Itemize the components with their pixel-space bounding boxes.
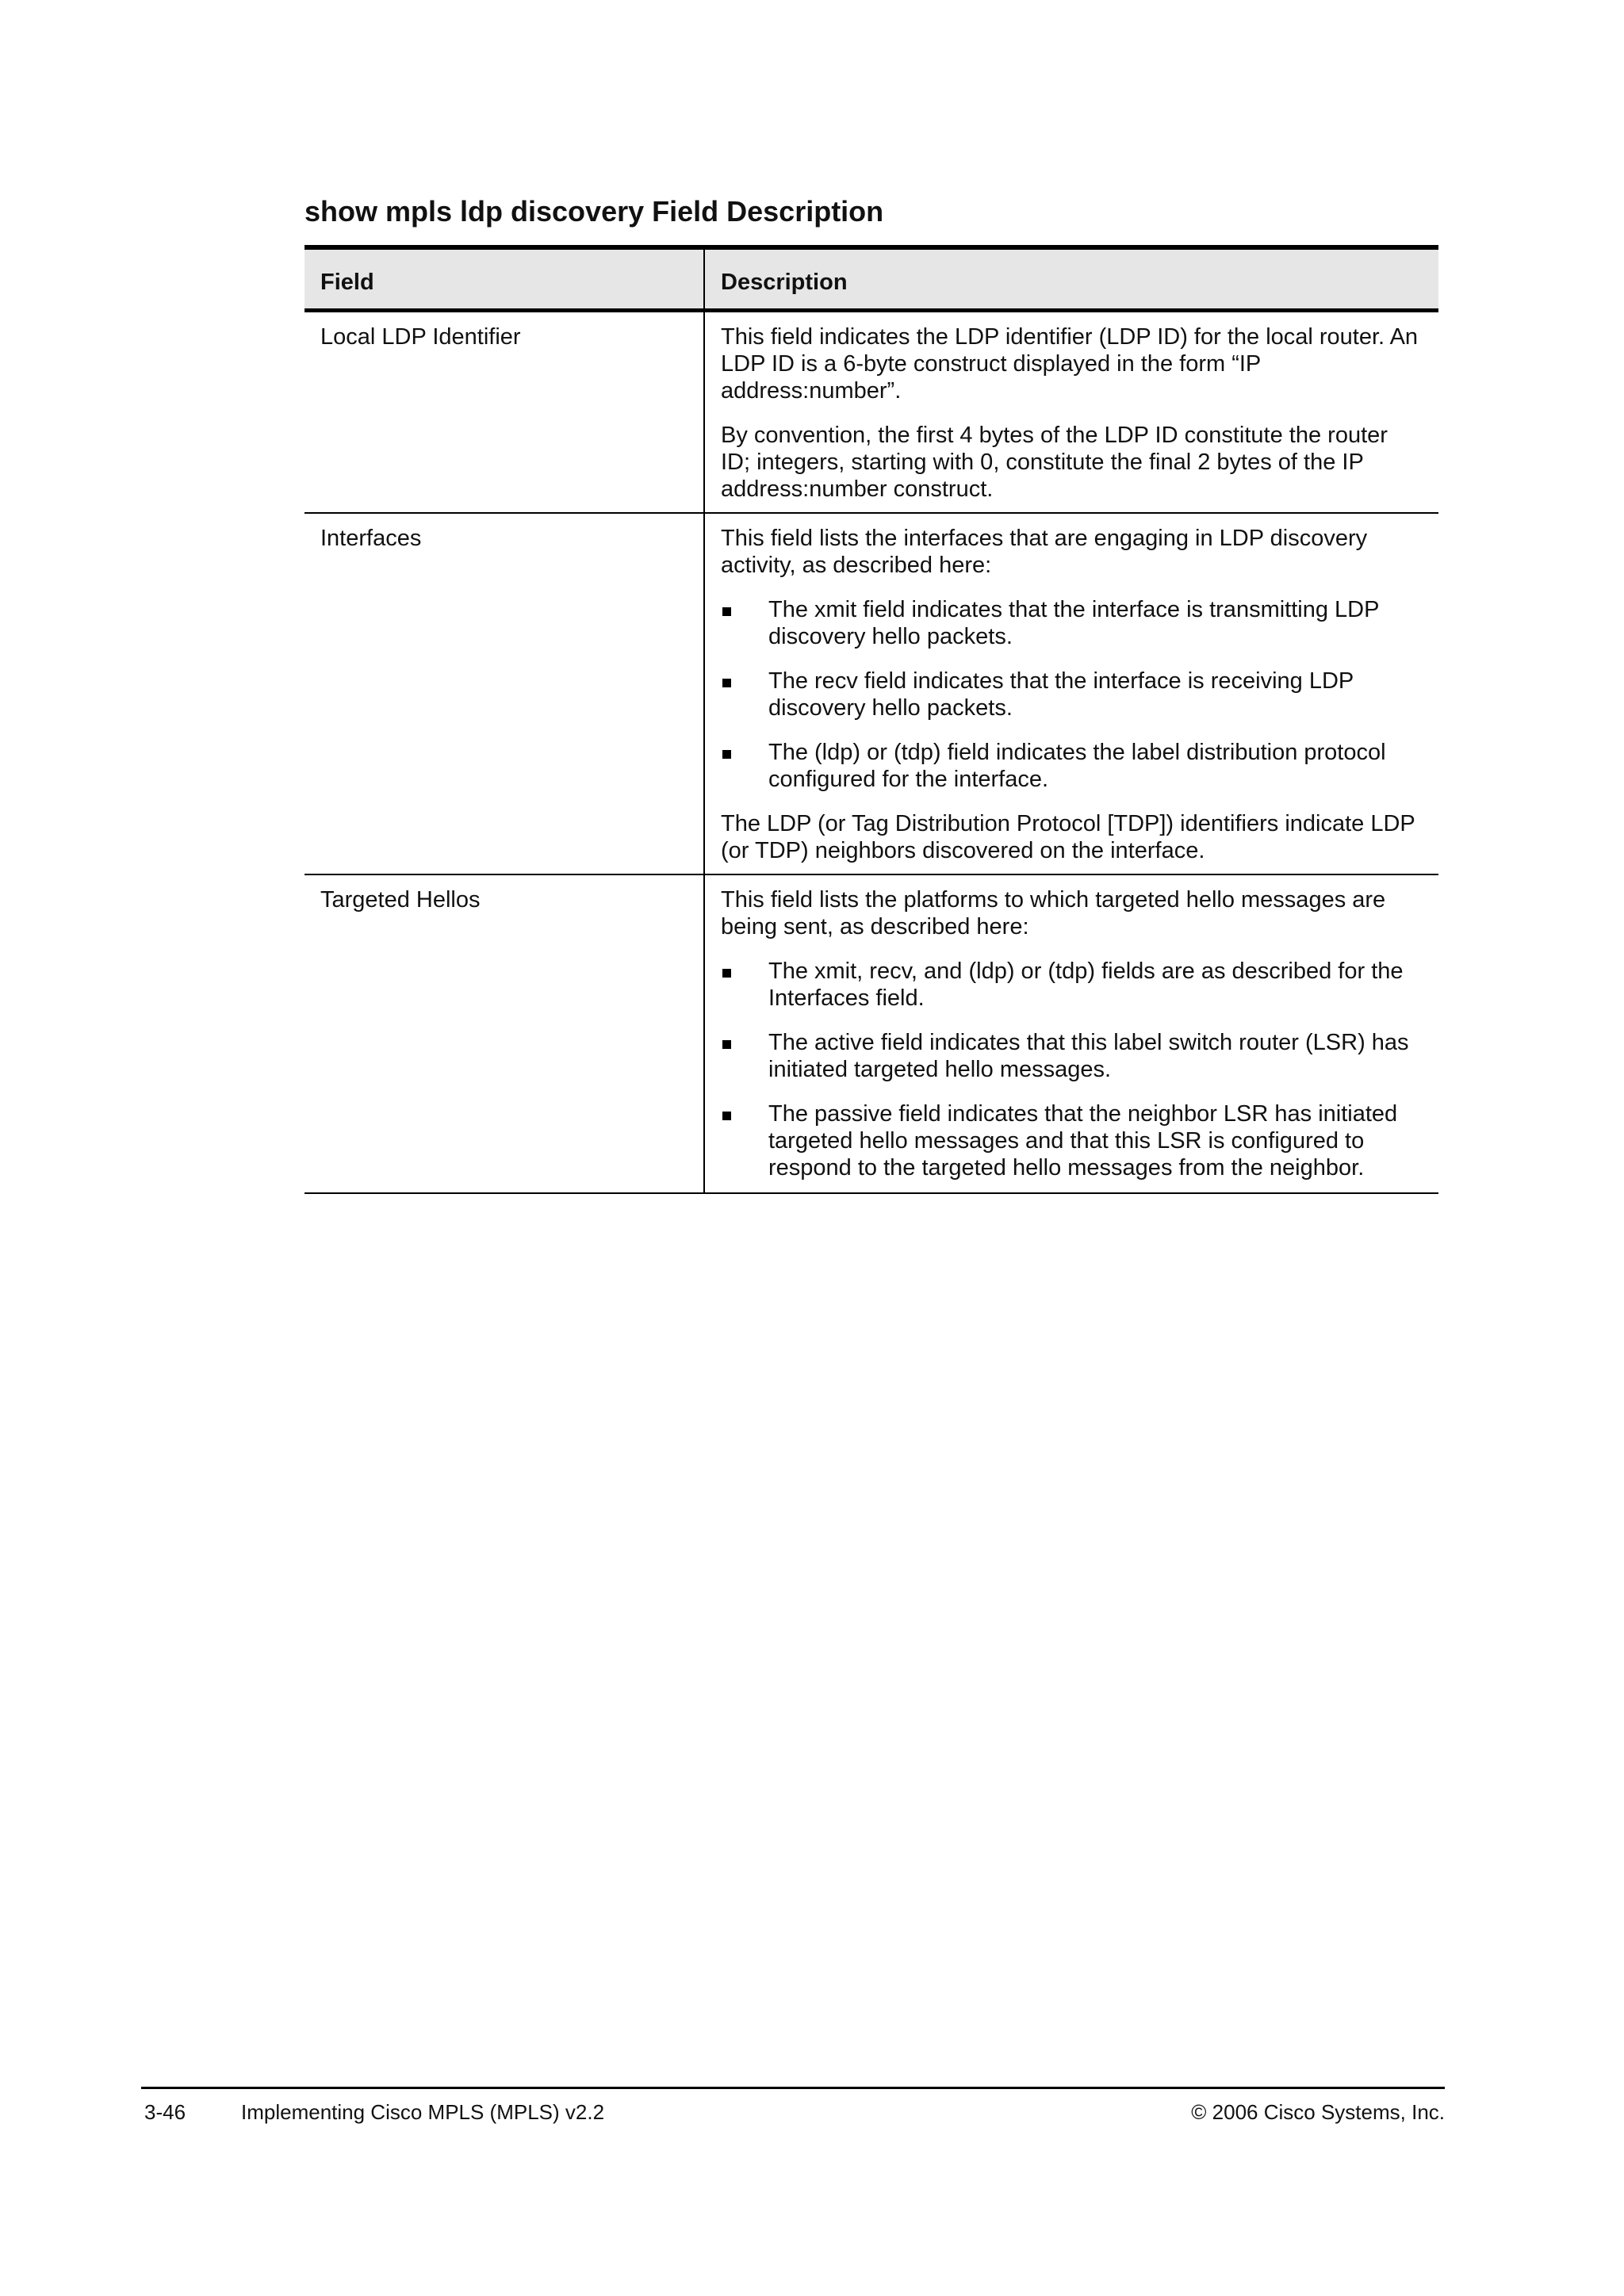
description-paragraph: The LDP (or Tag Distribution Protocol [TDP]) identifiers indicate LDP (or TDP) neighbors discovered on the interface. bbox=[721, 811, 1415, 863]
bullet-text: The active field indicates that this label switch router (LSR) has initiated targeted hello messages. bbox=[768, 1030, 1409, 1082]
field-name-cell: Targeted Hellos bbox=[304, 874, 704, 1193]
table-row-local-ldp-identifier bbox=[304, 311, 1438, 514]
page-number: 3-46 bbox=[144, 2100, 186, 2124]
square-bullet-icon bbox=[722, 1040, 731, 1049]
bullet-item bbox=[721, 1100, 1423, 1181]
square-bullet-icon bbox=[722, 679, 731, 687]
field-name-cell: Interfaces bbox=[304, 513, 704, 874]
bullet-text: The (ldp) or (tdp) field indicates the label distribution protocol configured for the interface. bbox=[768, 740, 1386, 792]
table-row-interfaces bbox=[304, 513, 1438, 874]
book-title: Implementing Cisco MPLS (MPLS) v2.2 bbox=[241, 2100, 605, 2124]
bullet-text: The xmit, recv, and (ldp) or (tdp) fields are as described for the Interfaces field. bbox=[768, 959, 1404, 1011]
field-description-table bbox=[304, 245, 1438, 1194]
square-bullet-icon bbox=[722, 750, 731, 759]
column-header-description: Description bbox=[704, 247, 1438, 311]
table-title: show mpls ldp discovery Field Description bbox=[304, 195, 884, 228]
square-bullet-icon bbox=[722, 969, 731, 978]
column-header-field: Field bbox=[304, 247, 704, 311]
description-cell bbox=[704, 513, 1438, 874]
bullet-item bbox=[721, 958, 1423, 1012]
copyright-notice: © 2006 Cisco Systems, Inc. bbox=[1191, 2100, 1445, 2124]
bullet-item bbox=[721, 1029, 1423, 1083]
description-paragraph: This field lists the platforms to which targeted hello messages are being sent, as described here: bbox=[721, 887, 1386, 939]
field-name-cell: Local LDP Identifier bbox=[304, 311, 704, 514]
bullet-text: The xmit field indicates that the interface is transmitting LDP discovery hello packets. bbox=[768, 597, 1379, 649]
bullet-item bbox=[721, 596, 1423, 650]
bullet-item bbox=[721, 739, 1423, 793]
square-bullet-icon bbox=[722, 607, 731, 616]
square-bullet-icon bbox=[722, 1112, 731, 1120]
description-paragraph: This field indicates the LDP identifier (LDP ID) for the local router. An LDP ID is a 6-byte construct displayed in the form “IP address:number”. bbox=[721, 324, 1419, 404]
description-paragraph: This field lists the interfaces that are engaging in LDP discovery activity, as described here: bbox=[721, 526, 1368, 578]
table-row-targeted-hellos bbox=[304, 874, 1438, 1193]
bullet-text: The passive field indicates that the neighbor LSR has initiated targeted hello messages and that this LSR is configured to respond to the targeted hello messages from the neighbor. bbox=[768, 1101, 1398, 1181]
bullet-text: The recv field indicates that the interface is receiving LDP discovery hello packets. bbox=[768, 668, 1354, 721]
description-paragraph: By convention, the first 4 bytes of the LDP ID constitute the router ID; integers, starting with 0, constitute the final 2 bytes of the IP address:number construct. bbox=[721, 423, 1388, 502]
bullet-list bbox=[721, 596, 1423, 793]
table-header-row bbox=[304, 247, 1438, 311]
bullet-item bbox=[721, 668, 1423, 721]
description-cell bbox=[704, 311, 1438, 514]
bullet-list bbox=[721, 958, 1423, 1181]
footer-divider bbox=[141, 2087, 1445, 2089]
description-cell bbox=[704, 874, 1438, 1193]
